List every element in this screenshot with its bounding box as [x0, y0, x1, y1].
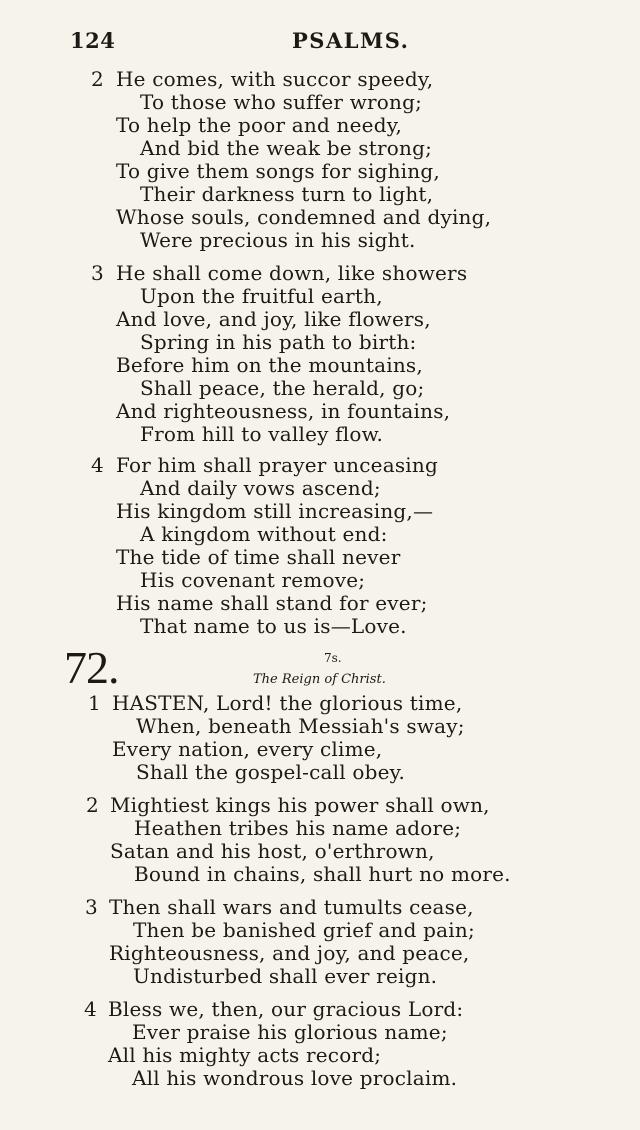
- verse-line: Before him on the mountains,: [116, 353, 423, 377]
- verse-line: Then shall wars and tumults cease,: [109, 895, 474, 919]
- verse-line: He comes, with succor speedy,: [116, 67, 434, 91]
- verse-line: All his wondrous love proclaim.: [132, 1066, 458, 1090]
- running-head: PSALMS.: [292, 28, 410, 53]
- verse-line: To help the poor and needy,: [116, 113, 403, 137]
- verse-line: Upon the fruitful earth,: [140, 284, 383, 308]
- verse-line: Satan and his host, o'erthrown,: [110, 839, 435, 863]
- verse-line: From hill to valley flow.: [140, 422, 384, 446]
- verse-line: Righteousness, and joy, and peace,: [109, 941, 470, 965]
- verse-line: Then be banished grief and pain;: [133, 918, 475, 942]
- verse-line: For him shall prayer unceasing: [116, 453, 438, 477]
- verse-line: To those who suffer wrong;: [140, 90, 423, 114]
- verse-line: Bless we, then, our gracious Lord:: [108, 997, 464, 1021]
- verse-line: Undisturbed shall ever reign.: [133, 964, 438, 988]
- verse-line: HASTEN, Lord! the glorious time,: [112, 691, 463, 715]
- verse-line: Mightiest kings his power shall own,: [110, 793, 490, 817]
- verse-line: A kingdom without end:: [140, 522, 388, 546]
- verse-line: All his mighty acts record;: [108, 1043, 382, 1067]
- page-header: [70, 28, 490, 56]
- verse-line: That name to us is—Love.: [140, 614, 407, 638]
- verse-line: Whose souls, condemned and dying,: [116, 205, 492, 229]
- verse-line: His covenant remove;: [140, 568, 366, 592]
- verse-line: When, beneath Messiah's sway;: [136, 714, 465, 738]
- verse-line: Heathen tribes his name adore;: [134, 816, 462, 840]
- verse-line: And righteousness, in fountains,: [116, 399, 451, 423]
- page-number: 124: [70, 28, 116, 53]
- hymn-meter: 7s.: [324, 651, 342, 665]
- stanza-number: 2: [86, 793, 99, 817]
- verse-line: To give them songs for sighing,: [116, 159, 440, 183]
- verse-line: His name shall stand for ever;: [116, 591, 428, 615]
- stanza-number: 3: [91, 261, 104, 285]
- stanza-number: 1: [88, 691, 101, 715]
- verse-line: Bound in chains, shall hurt no more.: [134, 862, 511, 886]
- verse-line: Were precious in his sight.: [140, 228, 416, 252]
- verse-line: Their darkness turn to light,: [140, 182, 434, 206]
- verse-line: The tide of time shall never: [116, 545, 401, 569]
- verse-line: And daily vows ascend;: [140, 476, 381, 500]
- stanza-number: 3: [85, 895, 98, 919]
- verse-line: His kingdom still increasing,—: [116, 499, 434, 523]
- verse-line: And love, and joy, like flowers,: [116, 307, 431, 331]
- stanza-number: 4: [91, 453, 104, 477]
- verse-line: Shall the gospel-call obey.: [136, 760, 406, 784]
- verse-line: Shall peace, the herald, go;: [140, 376, 425, 400]
- verse-line: He shall come down, like showers: [116, 261, 468, 285]
- hymn-number: 72.: [64, 642, 119, 693]
- verse-line: Spring in his path to birth:: [140, 330, 417, 354]
- hymn-title: The Reign of Christ.: [253, 672, 386, 687]
- verse-line: Ever praise his glorious name;: [132, 1020, 448, 1044]
- verse-line: Every nation, every clime,: [112, 737, 383, 761]
- stanza-number: 2: [91, 67, 104, 91]
- stanza-number: 4: [84, 997, 97, 1021]
- verse-line: And bid the weak be strong;: [140, 136, 433, 160]
